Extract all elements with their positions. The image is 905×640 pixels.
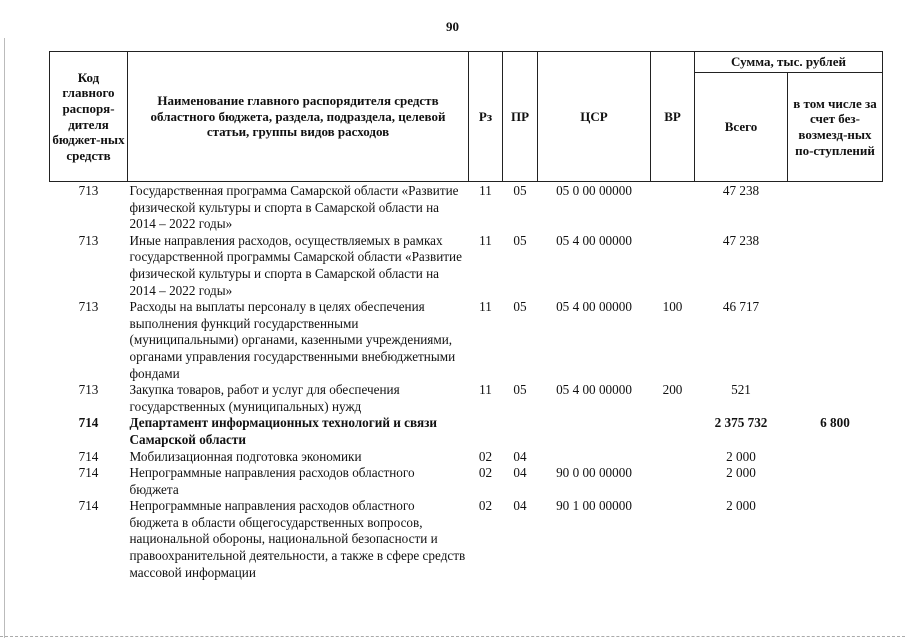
cell-total: 46 717	[722, 299, 760, 315]
cell-code: 714	[78, 448, 99, 464]
cell-vr	[651, 415, 695, 448]
cell-csr	[538, 449, 651, 466]
header-code: Код главного распоря-дителя бюджет-ных средств	[50, 52, 128, 182]
cell-total: 2 000	[726, 448, 756, 464]
cell-csr: 05 0 00 00000	[556, 183, 632, 198]
cell-rz: 02	[478, 465, 493, 481]
cell-rz: 02	[478, 448, 493, 464]
cell-vr	[651, 465, 695, 498]
cell-code: 713	[78, 232, 99, 248]
cell-name: Непрограммные направления расходов областного бюджета в области общегосударственных вопросов, национальной обороны, национальной безопасности и правоохранительной деятельности, а также в сфере средств массовой информации	[129, 498, 466, 580]
cell-pr: 04	[513, 448, 527, 464]
cell-code: 713	[78, 183, 99, 198]
cell-csr: 90 1 00 00000	[556, 498, 632, 514]
page-number: 90	[446, 19, 459, 34]
cell-vr	[651, 449, 695, 466]
header-pr: ПР	[503, 52, 538, 182]
cell-free	[788, 498, 883, 581]
table-header	[50, 52, 883, 182]
cell-total: 47 238	[722, 232, 760, 248]
cell-vr	[651, 233, 695, 299]
cell-pr	[503, 415, 538, 448]
table-row	[50, 498, 883, 581]
cell-pr: 04	[513, 498, 527, 514]
cell-free	[788, 299, 883, 382]
bottom-rule	[0, 636, 905, 637]
header-free: в том числе за счет без-возмезд-ных по-ступлений	[788, 73, 883, 182]
cell-rz: 11	[479, 382, 492, 398]
header-total: Всего	[695, 73, 788, 182]
cell-name: Департамент информационных технологий и связи Самарской области	[129, 415, 437, 447]
cell-total: 2 375 732	[714, 415, 768, 431]
cell-vr	[651, 182, 695, 233]
table-row	[50, 465, 883, 498]
cell-name: Закупка товаров, работ и услуг для обеспечения государственных (муниципальных) нужд	[129, 382, 400, 414]
cell-pr: 05	[513, 299, 527, 315]
table-row	[50, 382, 883, 415]
cell-pr: 05	[513, 232, 527, 248]
header-sum: Сумма, тыс. рублей	[695, 52, 883, 73]
table-row	[50, 182, 883, 233]
cell-vr: 200	[662, 382, 683, 398]
cell-csr: 05 4 00 00000	[556, 382, 632, 398]
cell-rz: 11	[479, 232, 492, 248]
cell-vr: 100	[662, 299, 683, 315]
cell-name: Непрограммные направления расходов областного бюджета	[129, 465, 415, 497]
cell-total: 2 000	[726, 498, 756, 514]
cell-free: 6 800	[820, 415, 850, 431]
header-vr: ВР	[651, 52, 695, 182]
cell-code: 713	[78, 299, 99, 315]
cell-code: 714	[78, 465, 99, 481]
cell-free	[788, 449, 883, 466]
table-row	[50, 299, 883, 382]
cell-free	[788, 465, 883, 498]
cell-pr: 05	[513, 382, 527, 398]
table-row	[50, 449, 883, 466]
cell-name: Мобилизационная подготовка экономики	[129, 448, 362, 464]
cell-total: 521	[731, 382, 751, 398]
table-row	[50, 415, 883, 448]
cell-name: Иные направления расходов, осуществляемых в рамках государственной программы Самарской области «Развитие физической культуры и спорта в Самарской области на 2014 – 2022 годы»	[129, 232, 462, 298]
cell-total: 2 000	[726, 465, 756, 481]
cell-free	[788, 233, 883, 299]
cell-vr	[651, 498, 695, 581]
cell-csr: 05 4 00 00000	[556, 299, 632, 315]
header-name: Наименование главного распорядителя средств областного бюджета, раздела, подраздела, целевой статьи, группы видов расходов	[128, 52, 469, 182]
cell-code: 714	[78, 415, 99, 431]
table-body	[50, 182, 883, 582]
table-row	[50, 233, 883, 299]
cell-csr: 05 4 00 00000	[556, 232, 632, 248]
cell-code: 713	[78, 382, 99, 398]
budget-table	[49, 51, 883, 581]
header-csr: ЦСР	[538, 52, 651, 182]
left-margin-rule	[4, 38, 5, 638]
cell-csr	[538, 415, 651, 448]
cell-free	[788, 382, 883, 415]
cell-code: 714	[78, 498, 99, 514]
cell-name: Государственная программа Самарской области «Развитие физической культуры и спорта в Самарской области на 2014 – 2022 годы»	[129, 183, 459, 232]
cell-csr: 90 0 00 00000	[556, 465, 632, 481]
cell-rz: 02	[478, 498, 493, 514]
cell-pr: 05	[513, 183, 527, 198]
cell-rz	[469, 415, 503, 448]
cell-name: Расходы на выплаты персоналу в целях обеспечения выполнения функций государственными (муниципальными) органами, казенными учреждениями, органами управления государственными внебюджетными фондами	[129, 299, 456, 381]
cell-free	[788, 182, 883, 233]
cell-total: 47 238	[722, 183, 760, 198]
cell-rz: 11	[479, 183, 492, 198]
cell-pr: 04	[513, 465, 527, 481]
cell-rz: 11	[479, 299, 492, 315]
header-rz: Рз	[469, 52, 503, 182]
